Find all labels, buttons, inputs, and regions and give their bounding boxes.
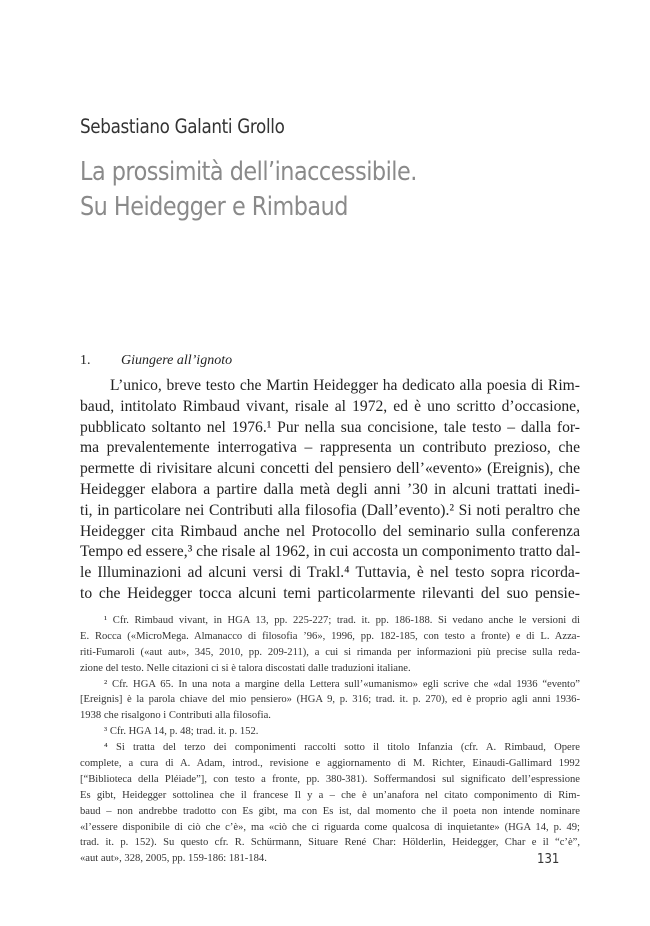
title-line-2: Su Heidegger e Rimbaud: [80, 192, 348, 222]
footnote-line: zione del testo. Nelle citazioni ci si è talora discostati dalle traduzioni italiane.: [80, 662, 411, 674]
footnote-line: ² Cfr. HGA 65. In una nota a margine della Lettera sull’«umanismo» egli scrive che «dal 1936 “evento”: [104, 678, 580, 690]
title-line-1: La prossimità dell’inaccessibile.: [80, 157, 417, 187]
body-line: L’unico, breve testo che Martin Heidegger ha dedicato alla poesia di Rim-: [110, 377, 580, 394]
body-line: Heidegger cita Rimbaud anche nel Protocollo del seminario sulla conferenza: [80, 522, 580, 540]
section-heading: [80, 353, 580, 369]
footnote-line: E. Rocca («MicroMega. Almanacco di filosofia ’96», 1996, pp. 182-185, con testo a fronte) e di L. Azza-: [80, 630, 580, 642]
body-line: permette di rivisitare alcuni concetti del pensiero dell’«evento» (Ereignis), che: [80, 460, 580, 478]
body-line: Tempo ed essere,³ che risale al 1962, in cui accosta un componimento tratto dal-: [80, 543, 581, 561]
footnote-line: [Ereignis] è la parola chiave del mio pensiero» (HGA 9, p. 316; trad. it. p. 270), ed è proprio agli anni 1936-: [80, 694, 580, 706]
footnote-line: 1938 che risalgono i Contributi alla filosofia.: [80, 710, 271, 722]
section-title: Giungere all’ignoto: [121, 353, 233, 368]
footnote-line: Es gibt, Heidegger sottolinea che il francese Il y a – che è un’anafora nel citato componimento di Rim-: [80, 789, 580, 801]
page-number: 131: [537, 852, 560, 867]
footnote-line: ¹ Cfr. Rimbaud vivant, in HGA 13, pp. 225-227; trad. it. pp. 186-188. Si vedano anche le versioni di: [104, 615, 580, 626]
body-line: le Illuminazioni ad alcuni versi di Trakl.⁴ Tuttavia, è nel testo sopra ricorda-: [80, 564, 580, 582]
footnote-line: ³ Cfr. HGA 14, p. 48; trad. it. p. 152.: [104, 726, 259, 738]
footnote-line: ⁴ Si tratta del terzo dei componimenti raccolti sotto il titolo Infanzia (cfr. A. Rimbaud, Opere: [104, 742, 580, 754]
body-line: to che Heidegger tocca alcuni temi particolarmente rilevanti del suo pensie-: [80, 584, 580, 602]
footnote-line: «l’essere disponibile di ciò che c’è», ma «ciò che ci riguarda come qualcosa di inquietante» (HGA 14, p. 49;: [80, 821, 580, 833]
body-line: baud, intitolato Rimbaud vivant, risale al 1972, ed è uno scritto d’occasione,: [80, 397, 580, 415]
section-number: 1.: [80, 353, 91, 368]
author-name: Sebastiano Galanti Grollo: [80, 115, 285, 138]
footnote-line: riti-Fumaroli («aut aut», 345, 2010, pp. 209-211), a cui si rimanda per informazioni più precise sulla reda-: [80, 646, 580, 658]
footnote-line: [“Biblioteca della Pléiade”], con testo a fronte, pp. 380-381). Soffermandosi sul significato dell’espressione: [80, 773, 580, 785]
footnote-line: complete, a cura di A. Adam, introd., revisione e aggiornamento di M. Richter, Einaudi-Gallimard 1992: [80, 758, 580, 770]
body-line: Heidegger elabora a partire dalla metà degli anni ’30 in alcuni trattati inedi-: [80, 480, 580, 498]
footnotes: [80, 613, 580, 867]
body-line: ma prevalentemente interrogativa – rappresenta un contributo prezioso, che: [80, 439, 580, 457]
body-text: [80, 376, 580, 605]
footnote-line: baud – non andrebbe tradotto con Es gibt, ma con Es ist, dal momento che il poeta non intende nominare: [80, 805, 580, 817]
chapter-title: [80, 155, 417, 225]
footnote-line: trad. it. p. 152). Su questo cfr. R. Schürmann, Situare René Char: Hölderlin, Heidegger, Char e il “c’è”,: [80, 837, 580, 849]
footnote-line: «aut aut», 328, 2005, pp. 159-186: 181-184.: [80, 853, 267, 865]
body-line: ti, in particolare nei Contributi alla filosofia (Dall’evento).² Si noti peraltro che: [80, 501, 580, 519]
body-line: pubblicato soltanto nel 1976.¹ Pur nella sua concisione, tale testo – dalla for-: [80, 418, 580, 436]
